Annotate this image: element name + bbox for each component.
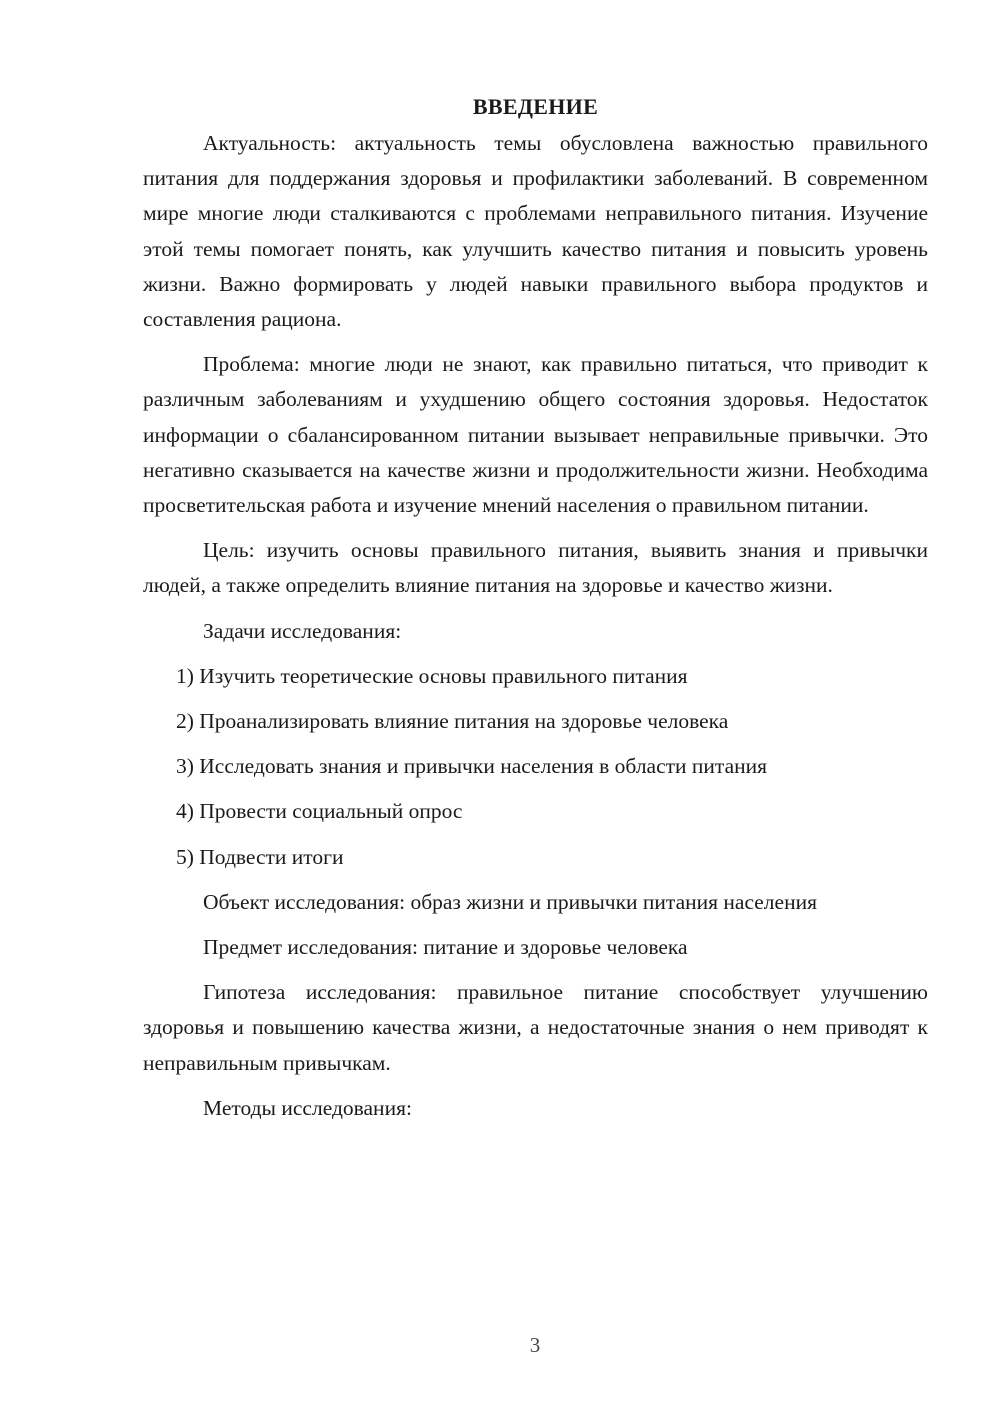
research-subject: Предмет исследования: питание и здоровье человека [203, 935, 688, 960]
list-item: 5) Подвести итоги [176, 844, 344, 869]
list-item: 3) Исследовать знания и привычки населения в области питания [176, 754, 768, 779]
problem-paragraph: Проблема: многие люди не знают, как правильно питаться, что приводит к различным заболеваниям и ухудшению общего состояния здоровья. Недостаток информации о сбалансированном питании вызывает неправильные привычки. Это негативно сказывается на качестве жизни и продолжительности жизни. Необходима просветительская работа и изучение мнений населения о правильном питании. [143, 352, 928, 518]
hypothesis-paragraph: Гипотеза исследования: правильное питание способствует улучшению здоровья и повышению качества жизни, а недостаточные знания о нем приводят к неправильным привычкам. [143, 980, 928, 1075]
list-item: 2) Проанализировать влияние питания на здоровье человека [176, 709, 729, 734]
list-item: 1) Изучить теоретические основы правильного питания [176, 663, 688, 688]
page-title: ВВЕДЕНИЕ [472, 94, 599, 119]
goal-paragraph: Цель: изучить основы правильного питания, выявить знания и привычки людей, а также определить влияние питания на здоровье и качество жизни. [143, 538, 928, 598]
research-object: Объект исследования: образ жизни и привычки питания населения [203, 889, 817, 914]
methods-heading: Методы исследования: [203, 1095, 412, 1120]
list-item: 4) Провести социальный опрос [176, 799, 463, 824]
relevance-paragraph: Актуальность: актуальность темы обусловлена важностью правильного питания для поддержания здоровья и профилактики заболеваний. В современном мире многие люди сталкиваются с проблемами неправильного питания. Изучение этой темы помогает понять, как улучшить качество питания и повысить уровень жизни. Важно формировать у людей навыки правильного выбора продуктов и составления рациона. [143, 131, 928, 332]
page-number: 3 [529, 1333, 541, 1357]
tasks-list [143, 659, 928, 875]
tasks-heading: Задачи исследования: [203, 618, 402, 643]
document-page [143, 92, 928, 1136]
